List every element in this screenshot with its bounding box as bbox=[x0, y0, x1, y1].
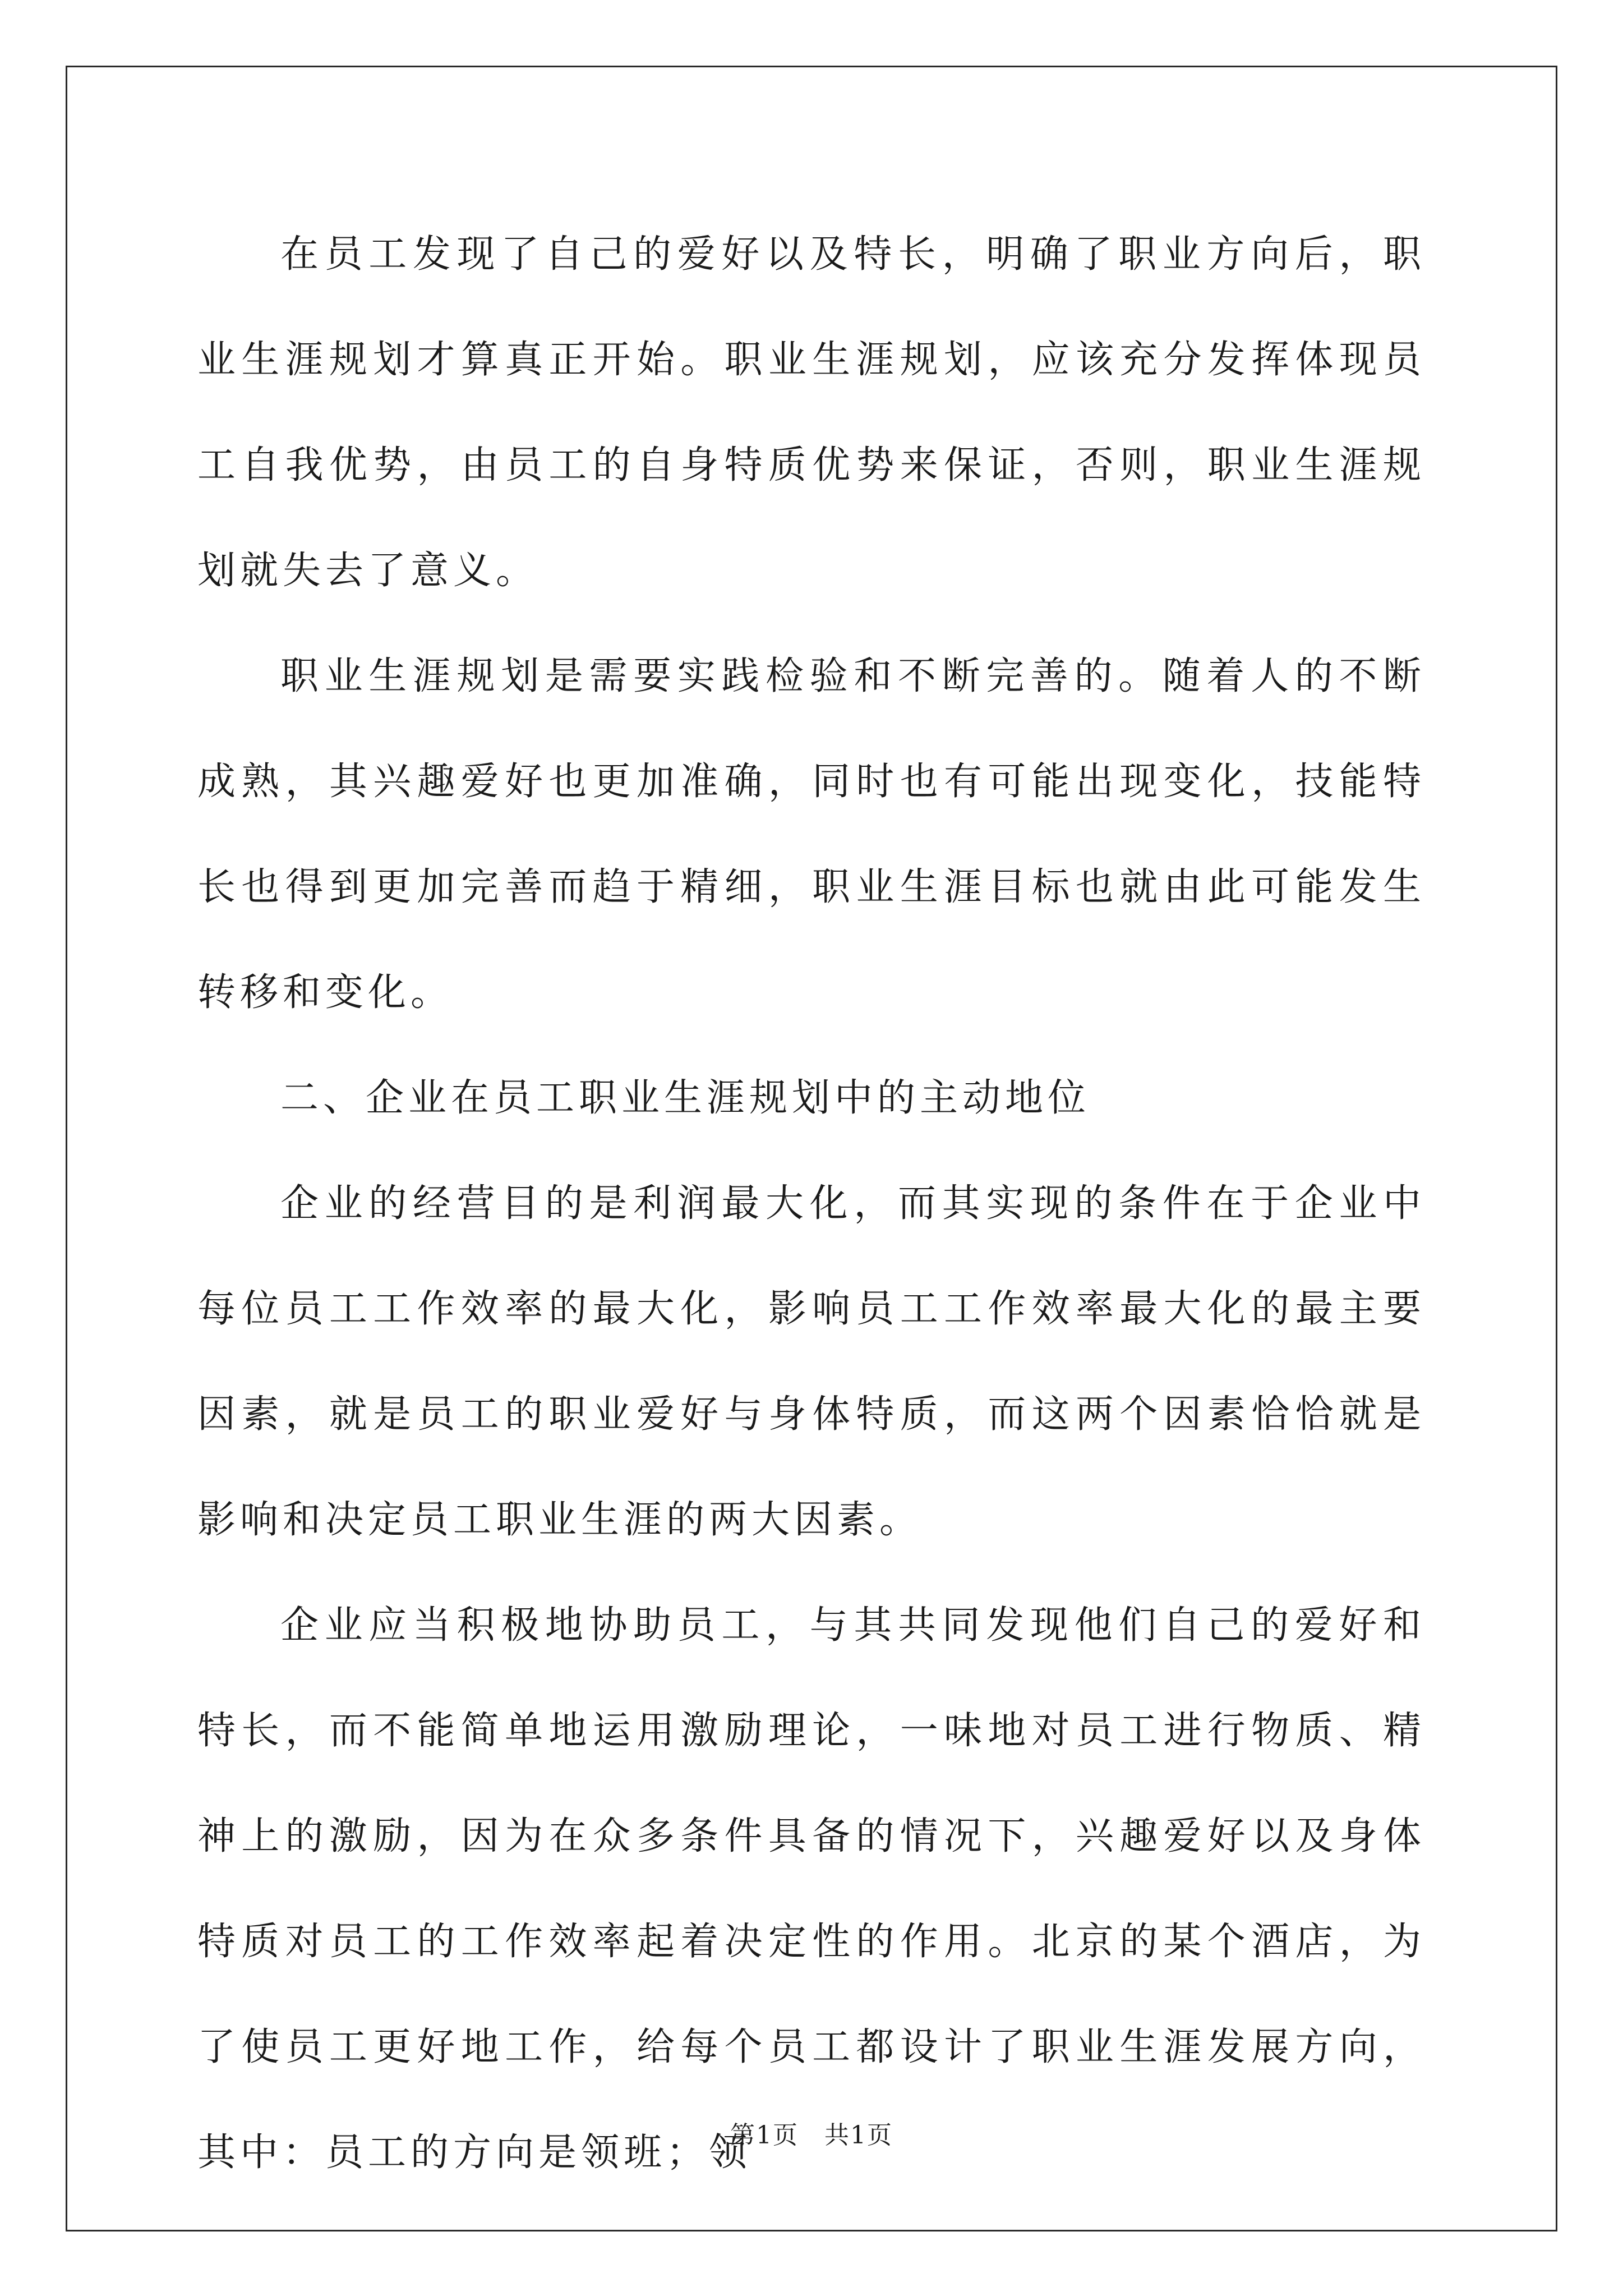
paragraph-1: 在员工发现了自己的爱好以及特长，明确了职业方向后，职业生涯规划才算真正开始。职业生涯规划，应该充分发挥体现员工自我优势，由员工的自身特质优势来保证，否则，职业生涯规划就失去了意义。 bbox=[197, 232, 1426, 593]
document-body bbox=[197, 202, 1426, 2206]
section-heading: 二、企业在员工职业生涯规划中的主动地位 bbox=[280, 1076, 1091, 1120]
paragraph-4: 企业应当积极地协助员工，与其共同发现他们自己的爱好和特长，而不能简单地运用激励理论，一味地对员工进行物质、精神上的激励，因为在众多条件具备的情况下，兴趣爱好以及身体特质对员工的工作效率起着决定性的作用。北京的某个酒店，为了使员工更好地工作，给每个员工都设计了职业生涯发展方向，其中：员工的方向是领班；领 bbox=[197, 1603, 1426, 2175]
page-number: 第1页 共1页 bbox=[730, 2121, 893, 2150]
paragraph-3: 企业的经营目的是利润最大化，而其实现的条件在于企业中每位员工工作效率的最大化，影响员工工作效率最大化的最主要因素，就是员工的职业爱好与身体特质，而这两个因素恰恰就是影响和决定员工职业生涯的两大因素。 bbox=[197, 1181, 1426, 1542]
paragraph-2: 职业生涯规划是需要实践检验和不断完善的。随着人的不断成熟，其兴趣爱好也更加准确，同时也有可能出现变化，技能特长也得到更加完善而趋于精细，职业生涯目标也就由此可能发生转移和变化。 bbox=[197, 654, 1426, 1015]
